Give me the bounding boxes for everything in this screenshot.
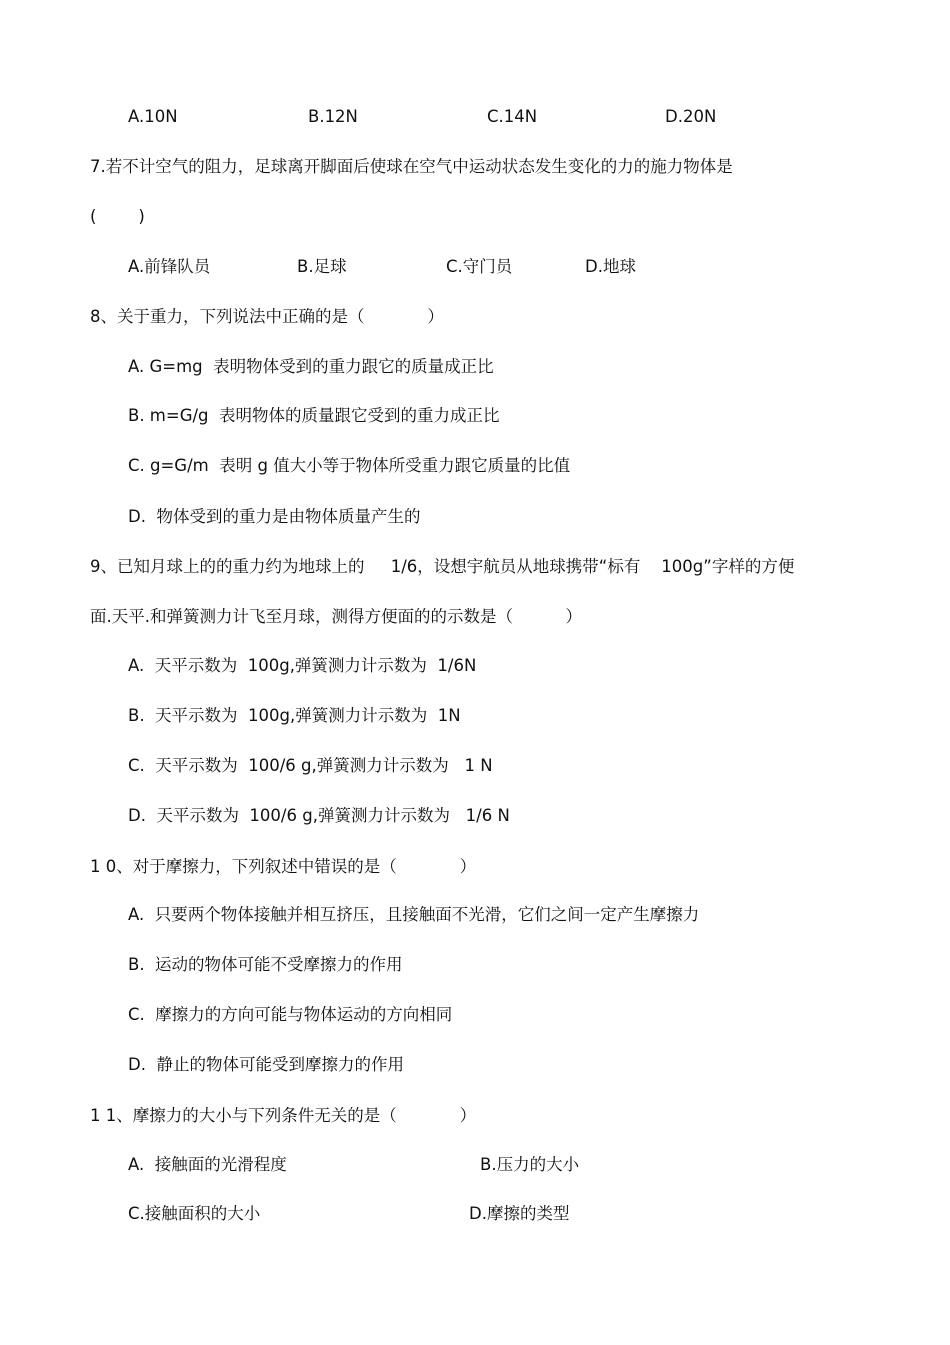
q11-option-a: A. 接触面的光滑程度 [128,1155,287,1174]
q8-stem: 8、关于重力，下列说法中正确的是（ ） [90,307,444,326]
q8-option-d: D. 物体受到的重力是由物体质量产生的 [128,507,421,526]
q8-option-b: B. m=G/g 表明物体的质量跟它受到的重力成正比 [128,406,500,425]
q10-option-a: A. 只要两个物体接触并相互挤压，且接触面不光滑，它们之间一定产生摩擦力 [128,905,700,924]
q6-option-b: B.12N [308,107,358,126]
q11-stem: 1 1、摩擦力的大小与下列条件无关的是（ ） [90,1106,477,1125]
q7-option-c: C.守门员 [446,257,513,276]
q8-option-a: A. G=mg 表明物体受到的重力跟它的质量成正比 [128,357,494,376]
q6-option-d: D.20N [665,107,717,126]
q10-stem: 1 0、对于摩擦力，下列叙述中错误的是（ ） [90,857,477,876]
q10-option-d: D. 静止的物体可能受到摩擦力的作用 [128,1055,404,1074]
q9-option-c: C. 天平示数为 100/6 g,弹簧测力计示数为 1 N [128,756,493,775]
q7-stem: 7.若不计空气的阻力，足球离开脚面后使球在空气中运动状态发生变化的力的施力物体是 [90,157,733,176]
q9-option-b: B. 天平示数为 100g,弹簧测力计示数为 1N [128,706,461,725]
q7-option-d: D.地球 [585,257,636,276]
q7-option-b: B.足球 [297,257,347,276]
q9-option-d: D. 天平示数为 100/6 g,弹簧测力计示数为 1/6 N [128,806,510,825]
q11-option-d: D.摩擦的类型 [469,1204,570,1223]
q9-stem-line-1: 9、已知月球上的的重力约为地球上的 1/6，设想宇航员从地球携带“标有 100g”字样的方便 [90,557,795,576]
q7-answer-bracket: ( ) [90,207,145,226]
q8-option-c: C. g=G/m 表明 g 值大小等于物体所受重力跟它质量的比值 [128,456,571,475]
q6-option-c: C.14N [487,107,538,126]
q9-stem-line-2: 面.天平.和弹簧测力计飞至月球，测得方便面的的示数是（ ） [90,607,582,626]
q11-option-b: B.压力的大小 [480,1155,580,1174]
q10-option-b: B. 运动的物体可能不受摩擦力的作用 [128,955,403,974]
q9-option-a: A. 天平示数为 100g,弹簧测力计示数为 1/6N [128,656,477,675]
q11-option-c: C.接触面积的大小 [128,1204,261,1223]
q7-option-a: A.前锋队员 [128,257,211,276]
q10-option-c: C. 摩擦力的方向可能与物体运动的方向相同 [128,1005,453,1024]
q6-option-a: A.10N [128,107,178,126]
